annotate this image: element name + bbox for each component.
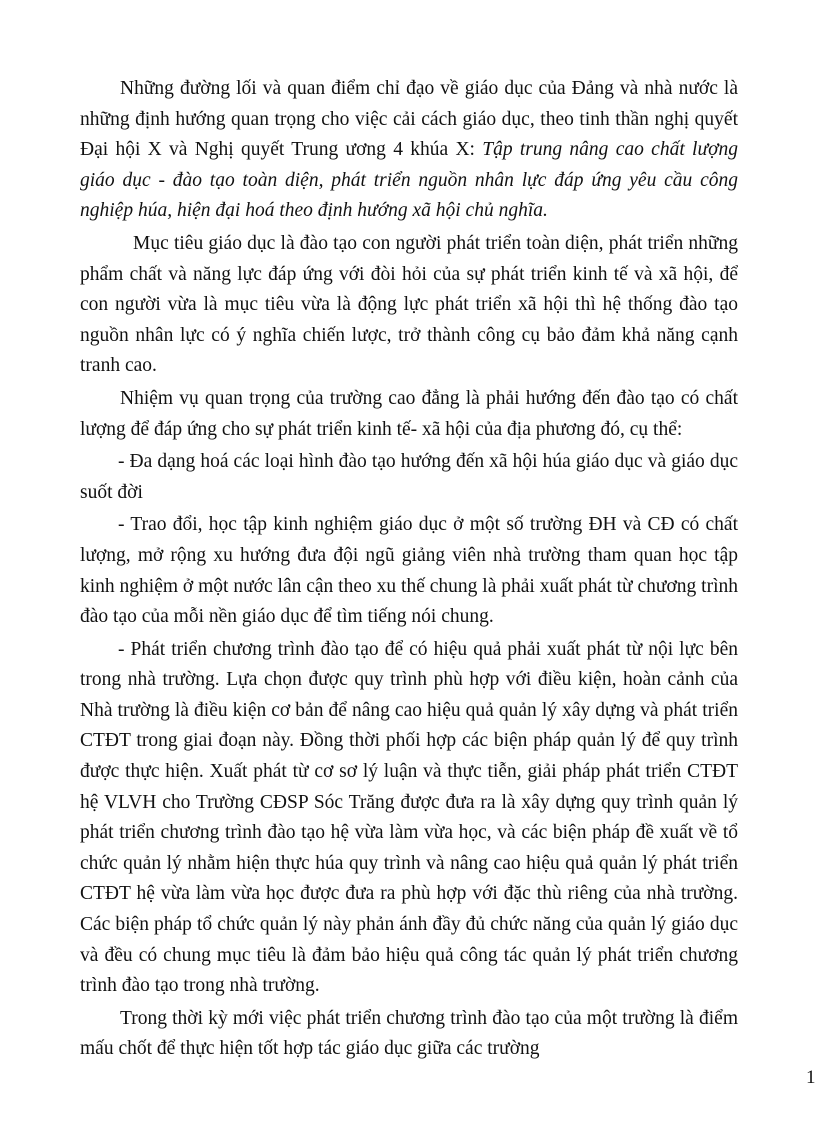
document-body	[80, 74, 738, 1065]
paragraph-new-period: Trong thời kỳ mới việc phát triển chương trình đào tạo của một trường là điểm mấu chốt để thực hiện tốt hợp tác giáo dục giữa các trường	[80, 1007, 738, 1060]
bullet-exchange-experience: - Trao đổi, học tập kinh nghiệm giáo dục ở một số trường ĐH và CĐ có chất lượng, mở rộng xu hướng đưa đội ngũ giảng viên nhà trường tham quan học tập kinh nghiệm ở một nước lân cận theo xu thế chung là phải xuất phát từ chương trình đào tạo của mỗi nền giáo dục để tìm tiếng nói chung.	[80, 514, 738, 628]
paragraph-policy-text: Những đường lối và quan điểm chỉ đạo về giáo dục của Đảng và nhà nước là những định hướng quan trọng cho việc cải cách giáo dục, theo tinh thần nghị quyết Đại hội X và Nghị quyết Trung ương 4 khúa X:	[80, 78, 738, 161]
resolution-quote: Tập trung nâng cao chất lượng giáo dục - đào tạo toàn diện, phát triển nguồn nhân lực đáp ứng yêu cầu công nghiệp húa, hiện đại hoá theo định hướng xã hội chủ nghĩa.	[80, 139, 738, 222]
paragraph-policy	[80, 74, 738, 227]
paragraph-college-mission: Nhiệm vụ quan trọng của trường cao đẳng là phải hướng đến đào tạo có chất lượng để đáp ứng cho sự phát triển kinh tế- xã hội của địa phương đó, cụ thể:	[80, 387, 738, 440]
bullet-curriculum-development: - Phát triển chương trình đào tạo để có hiệu quả phải xuất phát từ nội lực bên trong nhà trường. Lựa chọn được quy trình phù hợp với điều kiện, hoàn cảnh của Nhà trường là điều kiện cơ bản để nâng cao hiệu quả quản lý xây dựng và phát triển CTĐT trong giai đoạn này. Đồng thời phối hợp các biện pháp quản lý để quy trình được thực hiện. Xuất phát từ cơ sơ lý luận và thực tiễn, giải pháp phát triển CTĐT hệ VLVH cho Trường CĐSP Sóc Trăng được đưa ra là xây dựng quy trình quản lý phát triển chương trình đào tạo hệ vừa làm vừa học, và các biện pháp đề xuất về tổ chức quản lý nhằm hiện thực húa quy trình và nâng cao hiệu quả quản lý phát triển CTĐT hệ vừa làm vừa học được đưa ra phù hợp với đặc thù riêng của nhà trường. Các biện pháp tổ chức quản lý này phản ánh đầy đủ chức năng của quản lý giáo dục và đều có chung mục tiêu là đảm bảo hiệu quả công tác quản lý phát triển chương trình đào tạo trong nhà trường.	[80, 638, 738, 997]
paragraph-education-goal: Mục tiêu giáo dục là đào tạo con người phát triển toàn diện, phát triển những phẩm chất và năng lực đáp ứng với đòi hỏi của sự phát triển kinh tế và xã hội, để con người vừa là mục tiêu vừa là động lực phát triển xã hội thì hệ thống đào tạo nguồn nhân lực có ý nghĩa chiến lược, trở thành công cụ bảo đảm khả năng cạnh tranh cao.	[80, 232, 738, 377]
bullet-diversify-training: - Đa dạng hoá các loại hình đào tạo hướng đến xã hội húa giáo dục và giáo dục suốt đời	[80, 451, 738, 503]
page-number: 1	[806, 1067, 816, 1088]
